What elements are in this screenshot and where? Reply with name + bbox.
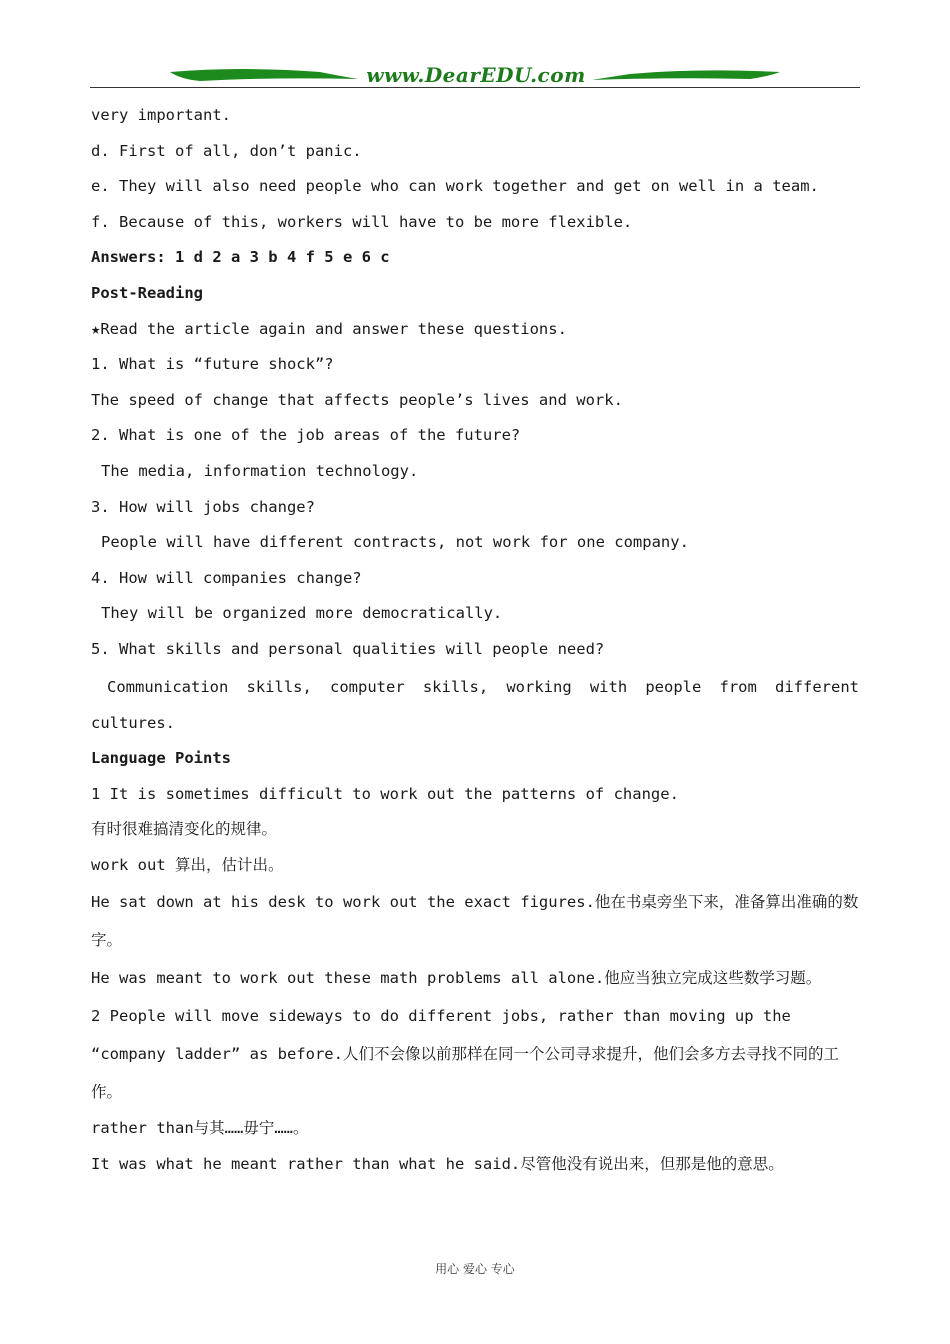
text-line: Communication skills, computer skills, working with people from different	[107, 677, 859, 696]
logo-text: www.DearEDU.com	[366, 63, 586, 87]
text-line: 1. What is “future shock”?	[91, 355, 334, 374]
text-line: 4. How will companies change?	[91, 568, 362, 587]
right-swoosh-icon	[592, 70, 780, 80]
text-line: ★Read the article again and answer these questions.	[91, 319, 567, 338]
text-line: The speed of change that affects people’s lives and work.	[91, 390, 623, 409]
section-heading: Answers: 1 d 2 a 3 b 4 f 5 e 6 c	[91, 248, 390, 267]
page-header	[90, 62, 860, 90]
text-line: rather than与其……毋宁……。	[91, 1119, 309, 1138]
text-line: The media, information technology.	[101, 461, 419, 480]
header-rule	[90, 87, 860, 88]
text-line: 2 People will move sideways to do different jobs, rather than moving up the “company ladder” as before.人们不会像以前那样在同一个公司寻求提升，他们会多方去寻找不同的工作。	[91, 1007, 839, 1102]
text-line: 3. How will jobs change?	[91, 497, 315, 516]
section-heading: Language Points	[91, 749, 231, 768]
section-heading: Post-Reading	[91, 283, 203, 302]
text-line: 1 It is sometimes difficult to work out the patterns of change.	[91, 784, 679, 803]
left-swoosh-icon	[170, 69, 358, 81]
text-line: People will have different contracts, not work for one company.	[101, 533, 689, 552]
text-line: very important.	[91, 106, 231, 124]
page-footer: 用心 爱心 专心	[435, 1262, 515, 1276]
text-line: d. First of all, don’t panic.	[91, 141, 362, 160]
text-line: e. They will also need people who can work together and get on well in a team.	[91, 177, 819, 196]
text-line: 5. What skills and personal qualities will people need?	[91, 639, 605, 658]
text-line: work out 算出，估计出。	[91, 855, 284, 874]
text-line: 2. What is one of the job areas of the future?	[91, 426, 521, 445]
text-line: 有时很难搞清变化的规律。	[91, 820, 278, 839]
text-line: He was meant to work out these math problems all alone.他应当独立完成这些数学习题。	[91, 969, 822, 988]
text-line: f. Because of this, workers will have to be more flexible.	[91, 212, 633, 231]
document-body	[91, 98, 859, 1183]
text-line: It was what he meant rather than what he said.尽管他没有说出来，但那是他的意思。	[91, 1155, 784, 1174]
text-line: He sat down at his desk to work out the exact figures.他在书桌旁坐下来，准备算出准确的数字。	[91, 893, 859, 950]
text-line: They will be organized more democratically.	[101, 604, 503, 623]
text-line: cultures.	[91, 713, 175, 732]
